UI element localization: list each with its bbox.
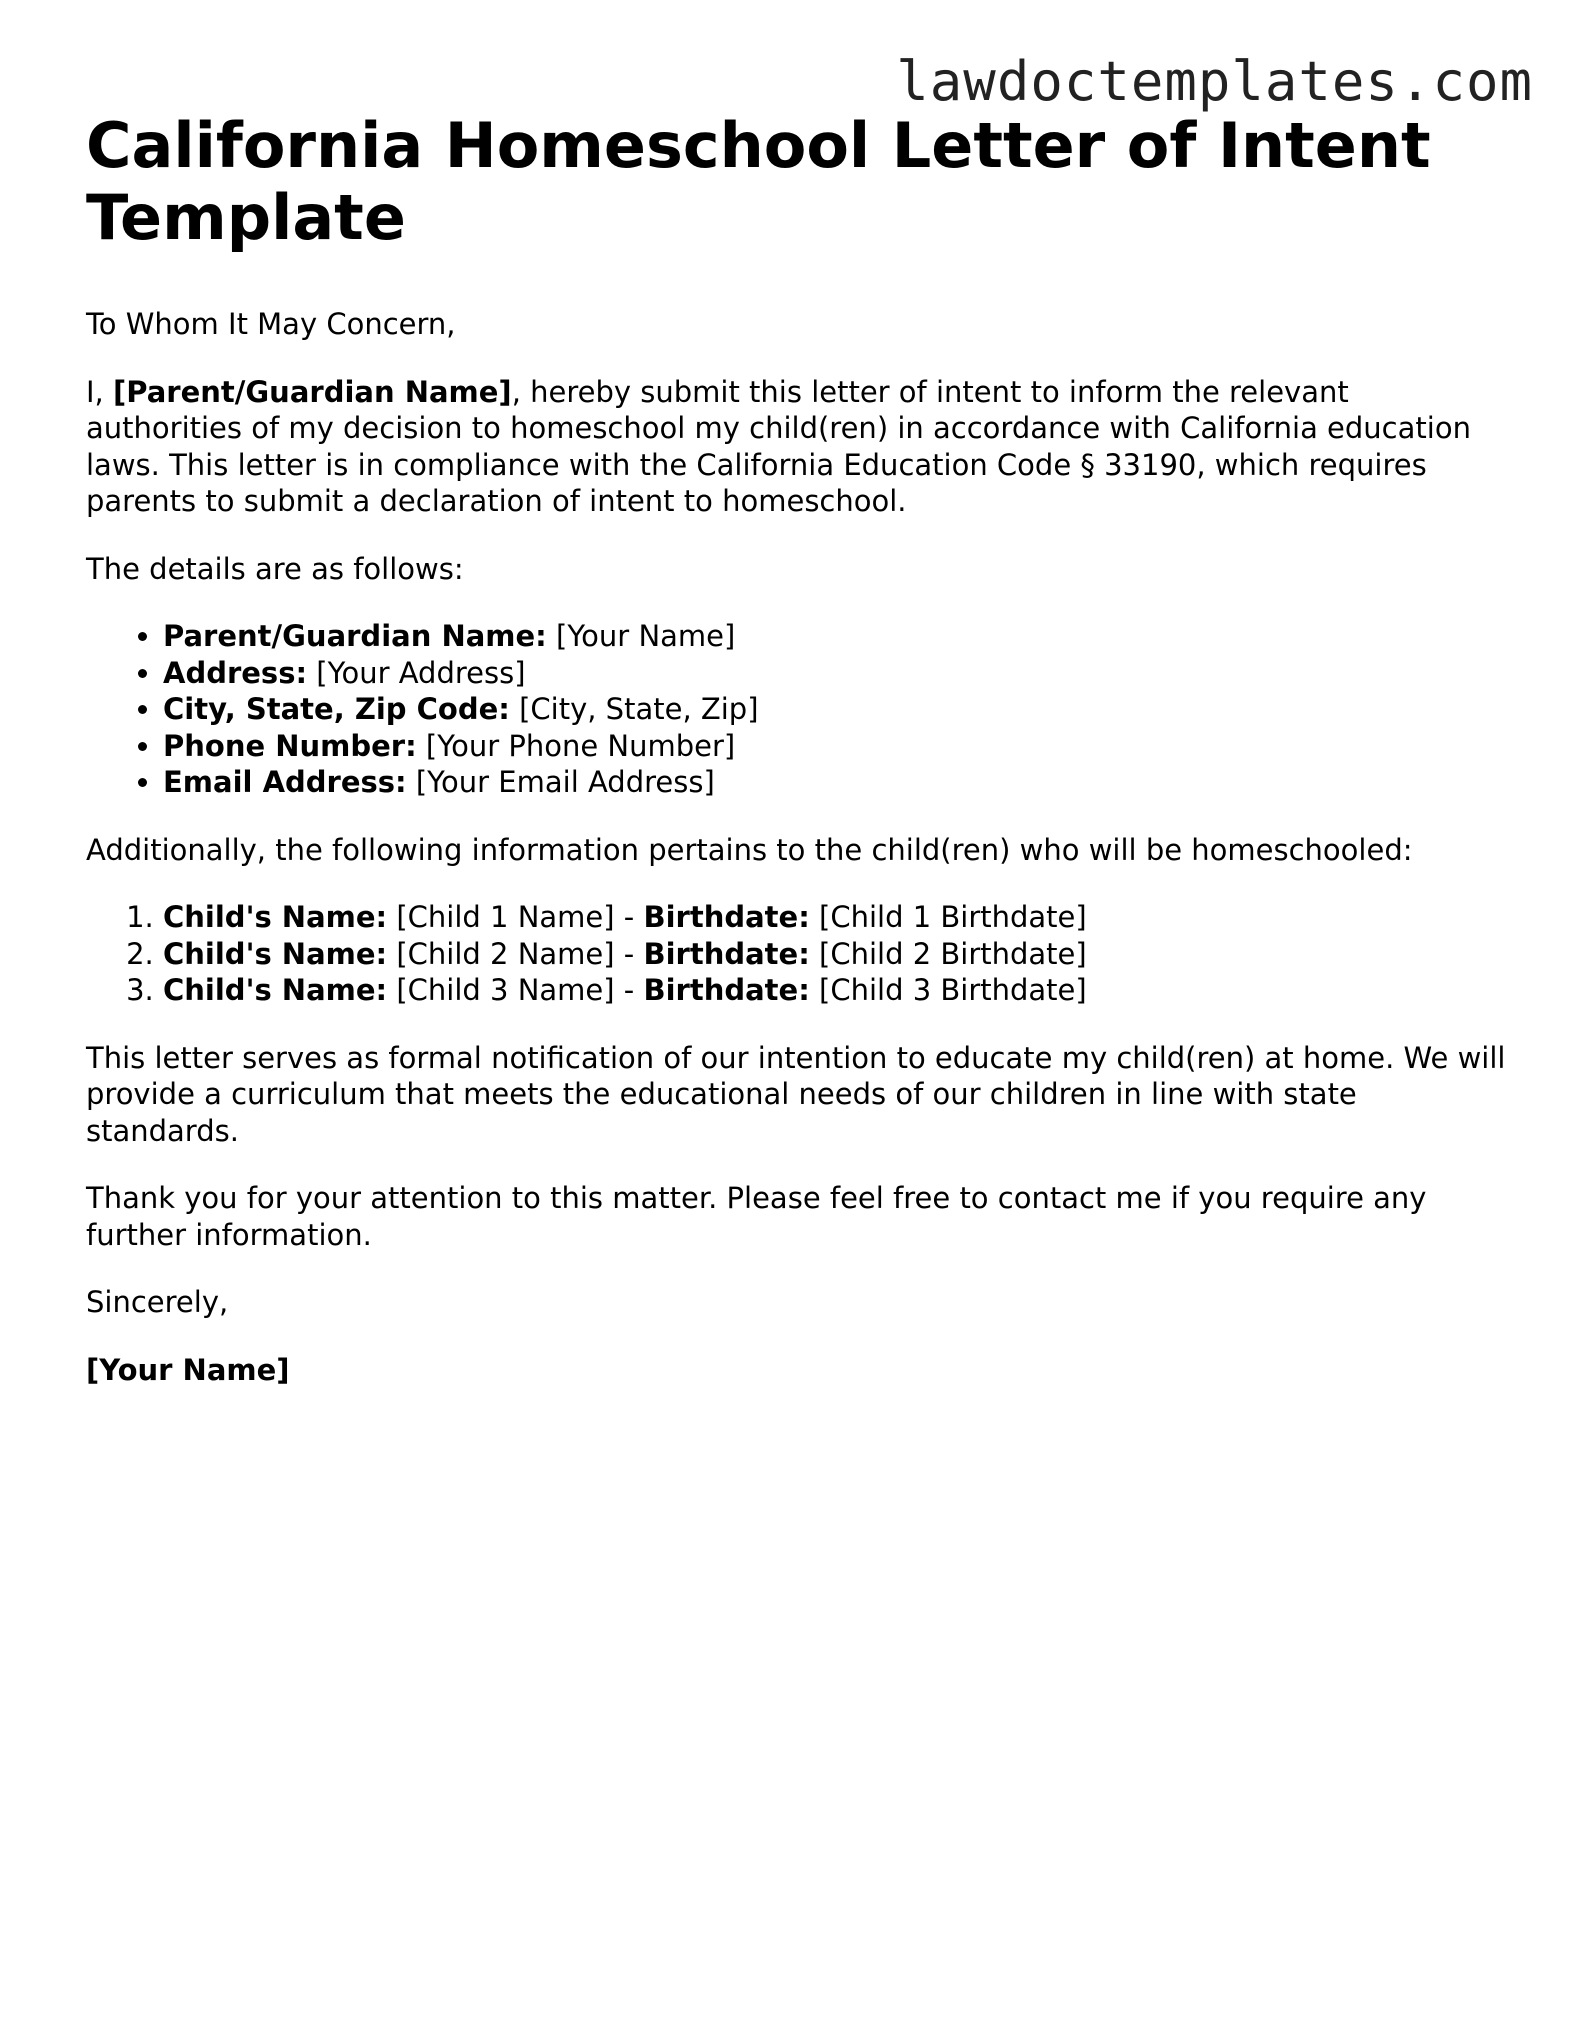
intro-paragraph	[86, 374, 1506, 520]
notification-paragraph: This letter serves as formal notification of our intention to educate my child(ren) at home. We will provide a curriculum that meets the educational needs of our children in line with state standards.	[86, 1040, 1506, 1148]
list-item	[163, 728, 1506, 765]
child-name-value: [Child 3 Name] -	[387, 973, 644, 1007]
list-item	[163, 764, 1506, 801]
detail-label: Phone Number:	[163, 728, 417, 763]
detail-value: [City, State, Zip]	[509, 692, 759, 726]
signature: [Your Name]	[86, 1352, 290, 1387]
child-name-label: Child's Name:	[163, 936, 388, 971]
parent-name-placeholder: [Parent/Guardian Name]	[113, 374, 512, 409]
greeting: To Whom It May Concern,	[86, 307, 456, 341]
intro-prefix: I,	[86, 374, 113, 409]
thanks-paragraph: Thank you for your attention to this matter. Please feel free to contact me if you require any further information.	[86, 1181, 1427, 1252]
detail-value: [Your Name]	[546, 619, 736, 653]
details-lead: The details are as follows:	[86, 551, 464, 586]
birthdate-label: Birthdate:	[643, 936, 810, 971]
list-item	[163, 972, 1506, 1009]
letter-document	[86, 110, 1506, 1388]
detail-value: [Your Phone Number]	[416, 728, 736, 763]
detail-label: Email Address:	[163, 765, 407, 799]
page-title: California Homeschool Letter of Intent Template	[86, 109, 1431, 254]
detail-value: [Your Email Address]	[406, 765, 715, 799]
detail-value: [Your Address]	[307, 655, 526, 690]
details-list	[86, 618, 1506, 801]
list-item	[163, 618, 1506, 655]
birthdate-label: Birthdate:	[643, 973, 810, 1007]
child-name-label: Child's Name:	[163, 973, 388, 1007]
child-name-label: Child's Name:	[163, 900, 388, 934]
detail-label: Parent/Guardian Name:	[163, 619, 547, 653]
detail-label: City, State, Zip Code:	[163, 692, 510, 726]
child-name-value: [Child 2 Name] -	[387, 936, 644, 971]
closing: Sincerely,	[86, 1285, 229, 1319]
birthdate-value: [Child 2 Birthdate]	[809, 936, 1087, 971]
site-watermark: lawdoctemplates.com	[896, 50, 1533, 113]
list-item	[163, 691, 1506, 728]
detail-label: Address:	[163, 655, 308, 690]
child-name-value: [Child 1 Name] -	[387, 900, 644, 934]
birthdate-value: [Child 1 Birthdate]	[809, 900, 1087, 934]
intro-text: , hereby submit this letter of intent to inform the relevant authorities of my decision to homeschool my child(ren) in accordance with California education laws. This letter is in compliance with the California Education Code § 33190, which requires parents to submit a declaration of intent to homeschool.	[86, 374, 1471, 518]
additional-paragraph: Additionally, the following information pertains to the child(ren) who will be homeschooled:	[86, 832, 1413, 867]
list-item	[163, 655, 1506, 692]
children-list	[86, 899, 1506, 1009]
birthdate-label: Birthdate:	[643, 900, 810, 934]
list-item	[163, 899, 1506, 936]
list-item	[163, 936, 1506, 973]
birthdate-value: [Child 3 Birthdate]	[809, 973, 1087, 1007]
